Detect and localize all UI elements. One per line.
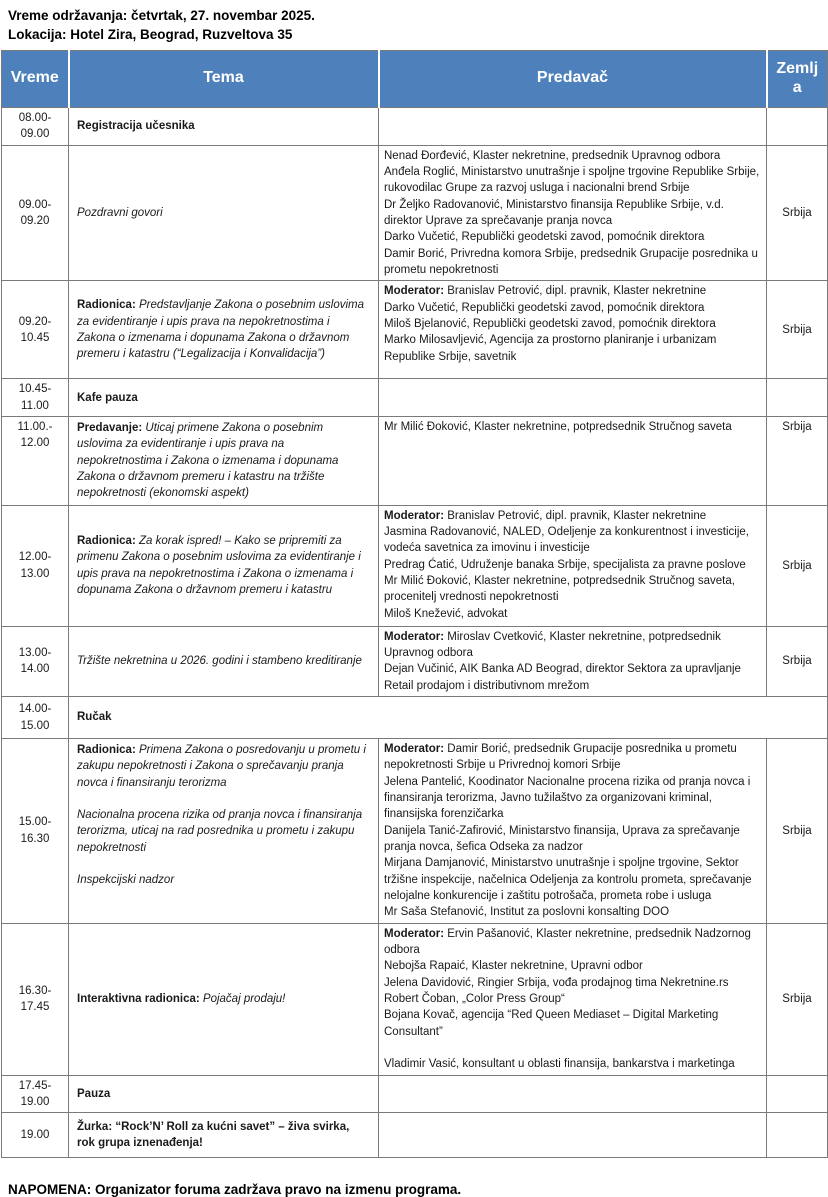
speakers-cell — [379, 1075, 767, 1113]
country-cell — [767, 1113, 828, 1158]
text-segment: Žurka: “Rock’N’ Roll za kućni savet” – živa svirka, rok grupa iznenađenja! — [77, 1120, 350, 1150]
speaker-line — [384, 823, 761, 856]
table-row — [2, 626, 828, 696]
topic-cell — [69, 739, 379, 924]
text-segment: Radionica: — [77, 299, 139, 312]
text-segment: Radionica: — [77, 744, 139, 757]
topic-cell — [69, 626, 379, 696]
speakers-cell — [379, 505, 767, 626]
speakers-cell — [379, 145, 767, 281]
speaker-line — [384, 508, 761, 524]
time-cell: 15.00- 16.30 — [2, 739, 69, 924]
text-segment: Ervin Pašanović, Klaster nekretnine, predsednik Nadzornog odbora — [384, 927, 751, 956]
topic-paragraph — [77, 991, 370, 1007]
text-segment: Dr Željko Radovanović, Ministarstvo finansija Republike Srbije, v.d. direktor Uprave za sprečavanje pranja novca — [384, 198, 724, 228]
time-cell: 09.00- 09.20 — [2, 145, 69, 281]
country-cell: Srbija — [767, 281, 828, 379]
speakers-cell — [379, 281, 767, 379]
country-cell — [767, 107, 828, 145]
text-segment: Danijela Tanić-Zafirović, Ministarstvo finansija, Uprava za sprečavanje pranja novca, šefica Odseka za nadzor — [384, 824, 740, 853]
table-row — [2, 923, 828, 1075]
column-header-zemlja: Zemlja — [767, 50, 828, 107]
time-cell: 19.00 — [2, 1113, 69, 1158]
text-segment: Darko Vučetić, Republički geodetski zavod, pomoćnik direktora — [384, 301, 705, 314]
topic-paragraph — [77, 205, 370, 221]
text-segment: Moderator: — [384, 285, 445, 298]
text-segment: Moderator: — [384, 927, 445, 940]
table-row — [2, 281, 828, 379]
topic-paragraph — [77, 1119, 370, 1152]
text-segment: Za korak ispred! – Kako se pripremiti za primenu Zakona o posebnim uslovima za evidentiranje i upis prava na nepokretnostima i Zakona o izmenama i dopunama Zakona o državnom premeru i katastru — [77, 535, 361, 597]
column-header-vreme: Vreme — [2, 50, 69, 107]
time-cell: 17.45- 19.00 — [2, 1075, 69, 1113]
topic-cell — [69, 145, 379, 281]
speaker-line — [384, 300, 761, 316]
text-segment: Branislav Petrović, dipl. pravnik, Klaster nekretnine — [444, 509, 707, 522]
speakers-cell — [379, 417, 767, 506]
text-segment: Marko Milosavljević, Agencija za prostorno planiranje i urbanizam Republike Srbije, savetnik — [384, 334, 717, 363]
text-segment: Jasmina Radovanović, NALED, Odeljenje za konkurentnost i investicije, vodeća savetnica za imovinu i investicije — [384, 526, 749, 555]
topic-cell — [69, 1075, 379, 1113]
topic-paragraph — [77, 533, 370, 598]
speakers-cell — [379, 923, 767, 1075]
topic-paragraph — [77, 390, 370, 406]
text-segment: Robert Čoban, „Color Press Group“ — [384, 992, 565, 1005]
topic-cell — [69, 107, 379, 145]
time-cell: 09.20- 10.45 — [2, 281, 69, 379]
time-cell: 10.45- 11.00 — [2, 379, 69, 417]
text-segment: Tržište nekretnina u 2026. godini i stambeno kreditiranje — [77, 655, 362, 668]
speaker-line — [384, 1040, 761, 1056]
topic-cell — [69, 417, 379, 506]
text-segment: Pojačaj prodaju! — [202, 992, 286, 1005]
speaker-line — [384, 164, 761, 197]
country-cell — [767, 1075, 828, 1113]
text-segment: Primena Zakona o posredovanju u prometu i zakupu nepokretnosti i Zakona o sprečavanju pranja novca i finansiranju terorizma — [77, 744, 366, 789]
program-table — [1, 50, 828, 1158]
table-row — [2, 107, 828, 145]
speakers-cell — [379, 107, 767, 145]
topic-paragraph — [77, 807, 370, 856]
speaker-line — [384, 1056, 761, 1072]
speaker-line — [384, 661, 761, 694]
time-cell: 12.00- 13.00 — [2, 505, 69, 626]
topic-cell — [69, 923, 379, 1075]
speakers-cell — [379, 626, 767, 696]
text-segment: Jelena Davidović, Ringier Srbija, vođa prodajnog tima Nekretnine.rs — [384, 976, 729, 989]
speakers-cell — [379, 1113, 767, 1158]
text-segment: Registracija učesnika — [77, 120, 195, 133]
topic-paragraph — [77, 297, 370, 362]
speaker-line — [384, 557, 761, 573]
text-segment: Jelena Pantelić, Koodinator Nacionalne procena rizika od pranja novca i finansiranja terorizma, Javno tužilaštvo za organizovani kriminal, finansijska forenzičarka — [384, 775, 751, 821]
note: NAPOMENA: Organizator foruma zadržava pravo na izmenu programa. — [8, 1182, 462, 1197]
speaker-line — [384, 573, 761, 606]
speaker-line — [384, 316, 761, 332]
country-cell: Srbija — [767, 505, 828, 626]
speaker-line — [384, 774, 761, 823]
text-segment: Branislav Petrović, dipl. pravnik, Klaster nekretnine — [444, 285, 707, 298]
topic-cell — [69, 379, 379, 417]
column-header-predavac: Predavač — [379, 50, 767, 107]
text-segment: Nacionalna procena rizika od pranja novca i finansiranja terorizma, uticaj na rad posrednika u prometu i zakupu nepokretnosti — [77, 809, 363, 854]
text-segment: Pozdravni govori — [77, 206, 163, 219]
time-cell: 11.00.- 12.00 — [2, 417, 69, 506]
time-cell: 13.00- 14.00 — [2, 626, 69, 696]
speaker-line — [384, 958, 761, 974]
text-segment: Damir Borić, predsednik Grupacije posrednika u prometu nepokretnosti Srbije u Privrednoj komori Srbije — [384, 743, 737, 772]
speaker-line — [384, 197, 761, 230]
text-segment: Miloš Knežević, advokat — [384, 607, 508, 620]
country-cell: Srbija — [767, 145, 828, 281]
event-date-line: Vreme održavanja: četvrtak, 27. novembar 2025. — [8, 8, 315, 23]
topic-paragraph — [77, 420, 370, 502]
text-segment: Moderator: — [384, 630, 445, 643]
text-segment: Interaktivna radionica: — [77, 992, 203, 1005]
table-row — [2, 379, 828, 417]
country-cell — [767, 379, 828, 417]
speaker-line — [384, 229, 761, 245]
speaker-line — [384, 332, 761, 365]
text-segment: Anđela Roglić, Ministarstvo unutrašnje i spoljne trgovine Republike Srbije, rukovodilac Grupe za razvoj usluga i nacionalni brend Srbije — [384, 166, 760, 195]
speaker-line — [384, 606, 761, 622]
speaker-line — [384, 524, 761, 557]
time-cell: 16.30- 17.45 — [2, 923, 69, 1075]
text-segment: Inspekcijski nadzor — [77, 873, 175, 886]
table-row — [2, 739, 828, 924]
table-row — [2, 1113, 828, 1158]
text-segment: Predavanje: — [77, 422, 146, 435]
time-cell: 08.00- 09.00 — [2, 107, 69, 145]
text-segment: Nebojša Rapaić, Klaster nekretnine, Upravni odbor — [384, 960, 643, 973]
text-segment: Nenad Đorđević, Klaster nekretnine, predsednik Upravnog odbora — [384, 149, 721, 162]
topic-cell — [69, 505, 379, 626]
country-cell: Srbija — [767, 923, 828, 1075]
speakers-cell — [379, 379, 767, 417]
country-cell: Srbija — [767, 739, 828, 924]
country-cell: Srbija — [767, 626, 828, 696]
text-segment: Mr Saša Stefanović, Institut za poslovni konsalting DOO — [384, 906, 670, 919]
speaker-line — [384, 148, 761, 164]
text-segment: Darko Vučetić, Republički geodetski zavod, pomoćnik direktora — [384, 231, 705, 244]
topic-paragraph — [77, 1086, 370, 1102]
text-segment: Dejan Vučinić, AIK Banka AD Beograd, direktor Sektora za upravljanje Retail prodajom i distributivnom mrežom — [384, 663, 741, 692]
text-segment: Bojana Kovač, agencija “Red Queen Mediaset – Digital Marketing Consultant” — [384, 1009, 719, 1038]
text-segment: Predrag Ćatić, Udruženje banaka Srbije, specijalista za pravne poslove — [384, 558, 746, 571]
text-segment: Ručak — [77, 711, 112, 724]
time-cell: 14.00- 15.00 — [2, 697, 69, 739]
header-row — [2, 50, 828, 107]
program-table-body — [2, 107, 828, 1157]
text-segment: Mirjana Damjanović, Ministarstvo unutrašnje i spoljne trgovine, Sektor tržišne inspekcije, načelnica Odeljenja za kontrolu prometa, sprečavanje nelojalne konkurencije i zaštitu potrošača, prometa robe i usluga — [384, 857, 752, 902]
speaker-line — [384, 419, 761, 435]
text-segment: Mr Milić Đoković, Klaster nekretnine, potpredsednik Stručnog saveta — [384, 421, 732, 434]
text-segment: Damir Borić, Privredna komora Srbije, predsednik Grupacije posrednika u prometu nepokretnosti — [384, 247, 758, 277]
topic-cell — [69, 1113, 379, 1158]
table-row — [2, 417, 828, 506]
speaker-line — [384, 741, 761, 774]
speaker-line — [384, 904, 761, 920]
table-row — [2, 1075, 828, 1113]
speaker-line — [384, 629, 761, 662]
text-segment: Miloš Bjelanović, Republički geodetski zavod, pomoćnik direktora — [384, 318, 716, 331]
text-segment: Predstavljanje Zakona o posebnim uslovima za evidentiranje i upis prava na nepokretnostima i Zakona o izmenama i dopunama Zakona o državnom premeru i katastru (“Legalizacija i Konvalidacija”) — [77, 299, 364, 361]
text-segment: Kafe pauza — [77, 391, 138, 404]
topic-paragraph — [77, 653, 370, 669]
table-row — [2, 697, 828, 739]
speaker-line — [384, 855, 761, 904]
topic-cell — [69, 697, 828, 739]
topic-paragraph — [77, 709, 819, 725]
speaker-line — [384, 1007, 761, 1040]
speaker-line — [384, 926, 761, 959]
text-segment: Miroslav Cvetković, Klaster nekretnine, potpredsednik Upravnog odbora — [384, 630, 721, 660]
topic-cell — [69, 281, 379, 379]
table-row — [2, 145, 828, 281]
document-meta — [8, 7, 820, 45]
text-segment: Vladimir Vasić, konsultant u oblasti finansija, bankarstva i marketinga — [384, 1058, 735, 1071]
text-segment: Uticaj primene Zakona o posebnim uslovima za evidentiranje i upis prava na nepokretnostima i Zakona o izmenama i dopunama Zakona o državnom premeru i katastru na tržište nepokretnosti (ekonomski aspekt) — [77, 422, 339, 500]
column-header-tema: Tema — [69, 50, 379, 107]
text-segment: Moderator: — [384, 743, 445, 756]
text-segment: Radionica: — [77, 535, 139, 548]
text-segment: Pauza — [77, 1087, 111, 1100]
speaker-line — [384, 283, 761, 299]
text-segment: Moderator: — [384, 509, 445, 522]
topic-paragraph — [77, 872, 370, 888]
speaker-line — [384, 975, 761, 991]
topic-paragraph — [77, 118, 370, 134]
speaker-line — [384, 246, 761, 279]
event-location-line: Lokacija: Hotel Zira, Beograd, Ruzveltova 35 — [8, 26, 293, 42]
speaker-line — [384, 991, 761, 1007]
speakers-cell — [379, 739, 767, 924]
text-segment: Mr Milić Đoković, Klaster nekretnine, potpredsednik Stručnog saveta, procenitelj vrednosti nepokretnosti — [384, 575, 735, 604]
topic-paragraph — [77, 742, 370, 791]
table-row — [2, 505, 828, 626]
country-cell: Srbija — [767, 417, 828, 506]
